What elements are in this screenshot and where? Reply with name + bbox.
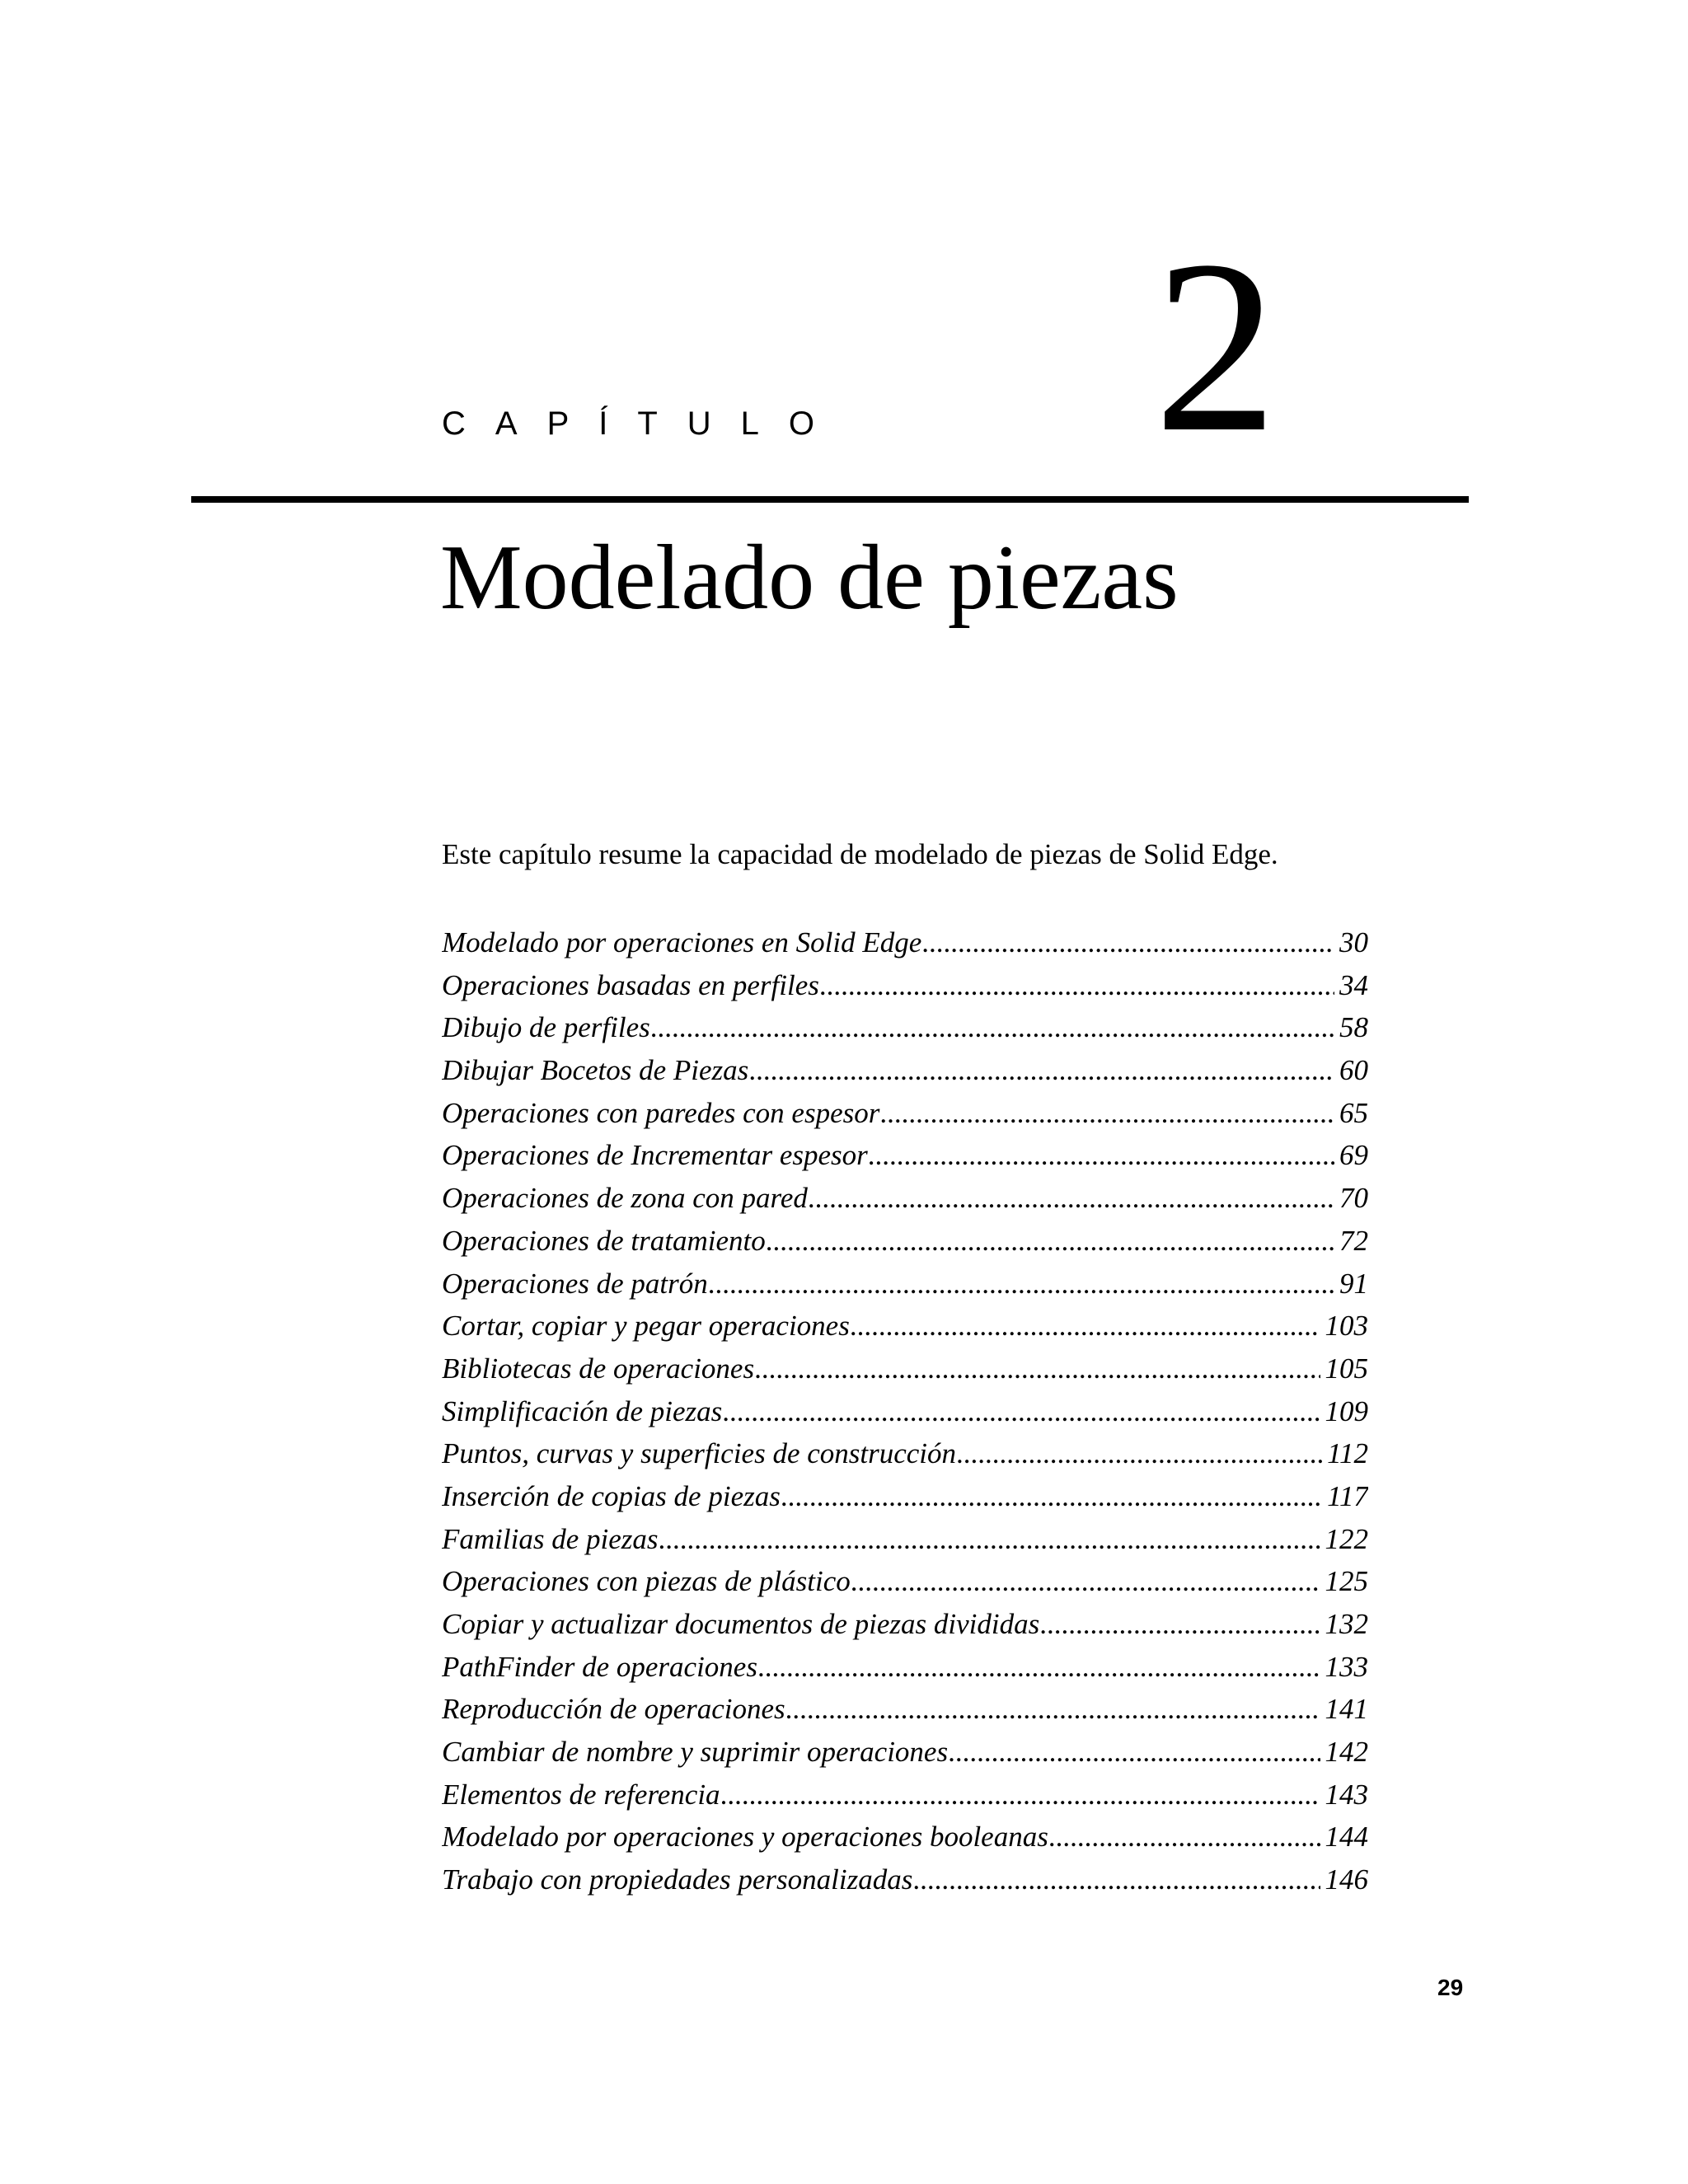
toc-entry[interactable] <box>442 1523 1368 1566</box>
toc-entry-page: 30 <box>1339 926 1368 958</box>
toc-entry[interactable] <box>442 1225 1368 1268</box>
toc-entry[interactable] <box>442 1779 1368 1821</box>
toc-leader <box>819 969 1334 1002</box>
toc-entry-page: 60 <box>1339 1054 1368 1087</box>
toc-entry-page: 109 <box>1325 1394 1368 1427</box>
toc-leader <box>658 1523 1320 1556</box>
toc-leader <box>1039 1608 1320 1641</box>
toc-leader <box>650 1011 1334 1044</box>
toc-leader <box>757 1651 1320 1684</box>
toc-entry-title: Copiar y actualizar documentos de piezas divididas <box>442 1608 1040 1640</box>
toc-entry-page: 112 <box>1327 1437 1368 1470</box>
toc-leader <box>956 1437 1322 1470</box>
toc-entry-title: Operaciones de tratamiento <box>442 1224 766 1257</box>
chapter-label: CAPÍTULO <box>442 405 845 442</box>
toc-leader <box>868 1139 1334 1172</box>
toc-entry-title: Familias de piezas <box>442 1522 659 1555</box>
toc-entry[interactable] <box>442 1736 1368 1779</box>
page-number: 29 <box>1437 1975 1464 2000</box>
toc-leader <box>1048 1821 1320 1854</box>
toc-entry[interactable] <box>442 1437 1368 1480</box>
toc-entry[interactable] <box>442 926 1368 969</box>
toc-entry[interactable] <box>442 1565 1368 1608</box>
toc-leader <box>921 926 1334 959</box>
chapter-intro: Este capítulo resume la capacidad de modelado de piezas de Solid Edge. <box>442 838 1278 870</box>
toc-entry-page: 34 <box>1339 968 1368 1001</box>
toc-entry-title: PathFinder de operaciones <box>442 1650 757 1683</box>
toc-entry-title: Trabajo con propiedades personalizadas <box>442 1863 913 1896</box>
toc-entry[interactable] <box>442 1863 1368 1906</box>
toc-leader <box>781 1480 1322 1513</box>
toc-entry-page: 103 <box>1325 1310 1368 1343</box>
toc-entry[interactable] <box>442 1310 1368 1352</box>
toc-leader <box>850 1310 1320 1343</box>
toc-entry-page: 117 <box>1327 1479 1368 1512</box>
toc-entry[interactable] <box>442 1352 1368 1395</box>
toc-entry-title: Cortar, copiar y pegar operaciones <box>442 1310 850 1343</box>
toc-entry-page: 58 <box>1339 1011 1368 1044</box>
chapter-number: 2 <box>1154 209 1278 483</box>
toc-leader <box>785 1693 1320 1726</box>
toc-leader <box>748 1054 1334 1087</box>
toc-entry[interactable] <box>442 1608 1368 1651</box>
toc-entry-title: Cambiar de nombre y suprimir operaciones <box>442 1736 949 1769</box>
toc-entry-page: 72 <box>1339 1224 1368 1257</box>
toc-leader <box>754 1352 1320 1385</box>
toc-entry-title: Operaciones con piezas de plástico <box>442 1565 851 1598</box>
toc-entry[interactable] <box>442 1054 1368 1097</box>
toc-entry-title: Dibujo de perfiles <box>442 1011 650 1044</box>
toc-entry-page: 122 <box>1325 1522 1368 1555</box>
toc-leader <box>708 1268 1334 1301</box>
toc-entry-page: 142 <box>1325 1736 1368 1769</box>
toc-entry-page: 144 <box>1325 1821 1368 1854</box>
toc-entry-title: Operaciones con paredes con espesor <box>442 1096 880 1129</box>
toc-entry-page: 65 <box>1339 1096 1368 1129</box>
toc-entry[interactable] <box>442 1651 1368 1694</box>
chapter-title: Modelado de piezas <box>440 527 1179 629</box>
toc-entry-page: 132 <box>1325 1608 1368 1640</box>
toc-entry-page: 125 <box>1325 1565 1368 1598</box>
table-of-contents <box>442 926 1368 1906</box>
toc-leader <box>766 1225 1334 1258</box>
toc-entry-title: Operaciones de Incrementar espesor <box>442 1139 868 1172</box>
toc-entry-page: 69 <box>1339 1139 1368 1172</box>
toc-entry[interactable] <box>442 1182 1368 1225</box>
toc-leader <box>912 1863 1320 1896</box>
toc-entry[interactable] <box>442 969 1368 1012</box>
toc-entry[interactable] <box>442 1268 1368 1310</box>
toc-entry-page: 143 <box>1325 1778 1368 1811</box>
toc-leader <box>851 1565 1320 1598</box>
toc-entry-title: Reproducción de operaciones <box>442 1693 785 1726</box>
toc-entry-title: Elementos de referencia <box>442 1778 720 1811</box>
toc-entry-page: 146 <box>1325 1863 1368 1896</box>
toc-entry-page: 133 <box>1325 1650 1368 1683</box>
toc-entry-title: Puntos, curvas y superficies de construcción <box>442 1437 957 1470</box>
toc-entry-title: Operaciones de patrón <box>442 1267 708 1300</box>
toc-entry[interactable] <box>442 1480 1368 1523</box>
toc-entry[interactable] <box>442 1139 1368 1182</box>
toc-entry-title: Modelado por operaciones y operaciones booleanas <box>442 1821 1048 1854</box>
toc-leader <box>808 1182 1334 1215</box>
toc-leader <box>722 1395 1320 1428</box>
toc-entry-page: 70 <box>1339 1182 1368 1215</box>
toc-entry-title: Simplificación de piezas <box>442 1394 723 1427</box>
toc-entry-title: Modelado por operaciones en Solid Edge <box>442 926 922 958</box>
toc-entry-page: 91 <box>1339 1267 1368 1300</box>
toc-entry-page: 105 <box>1325 1352 1368 1385</box>
toc-entry-title: Dibujar Bocetos de Piezas <box>442 1054 749 1087</box>
toc-entry[interactable] <box>442 1693 1368 1736</box>
toc-entry-page: 141 <box>1325 1693 1368 1726</box>
toc-entry-title: Inserción de copias de piezas <box>442 1479 781 1512</box>
toc-entry[interactable] <box>442 1821 1368 1863</box>
chapter-rule <box>191 496 1469 503</box>
toc-entry[interactable] <box>442 1011 1368 1054</box>
toc-entry-title: Operaciones basadas en perfiles <box>442 968 819 1001</box>
toc-leader <box>879 1097 1334 1130</box>
toc-entry[interactable] <box>442 1097 1368 1140</box>
toc-leader <box>948 1736 1320 1769</box>
toc-entry-title: Operaciones de zona con pared <box>442 1182 808 1215</box>
toc-entry[interactable] <box>442 1395 1368 1438</box>
toc-entry-title: Bibliotecas de operaciones <box>442 1352 755 1385</box>
toc-leader <box>720 1779 1320 1811</box>
